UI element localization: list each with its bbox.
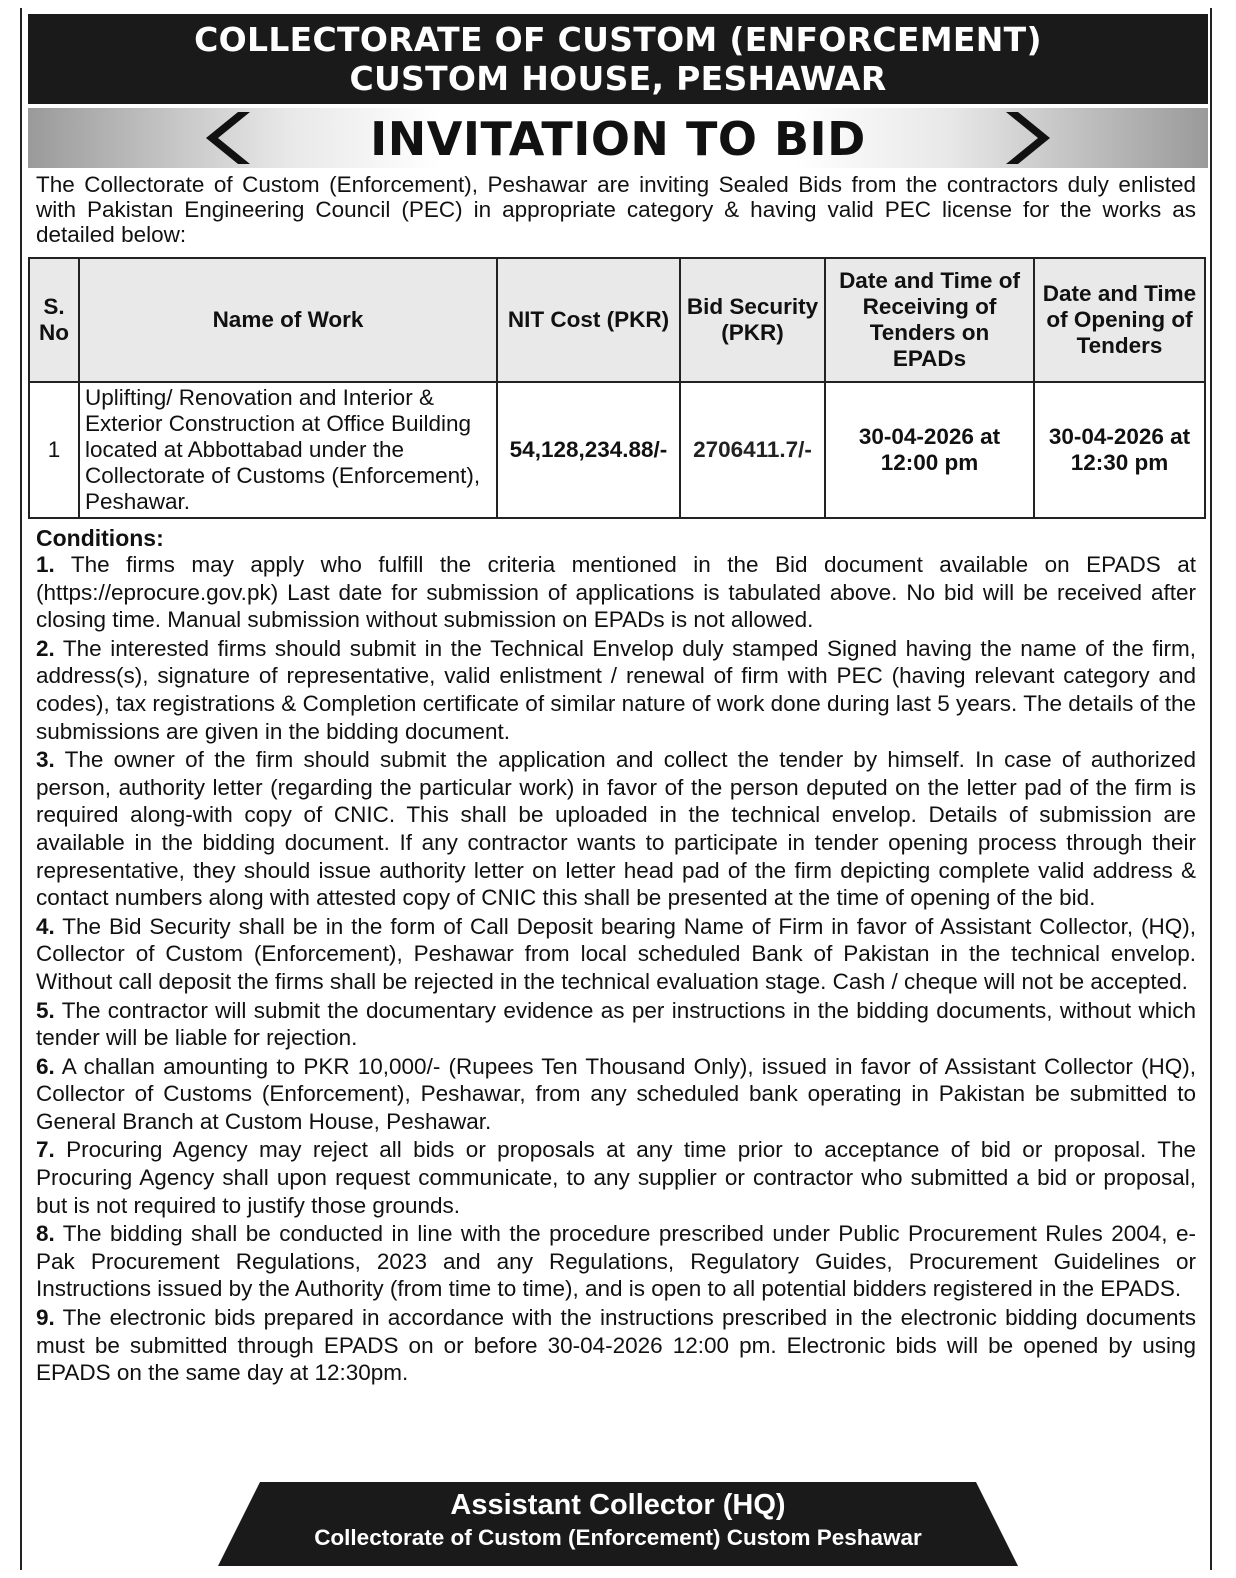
condition-text: The contractor will submit the documentary evidence as per instructions in the bidding documents, without which tender will be liable for rejection. xyxy=(36,997,1196,1051)
cell-bid-security: 2706411.7/- xyxy=(680,382,825,518)
condition-item xyxy=(36,913,1196,996)
condition-number: 9. xyxy=(36,1305,55,1331)
condition-text: The owner of the firm should submit the application and collect the tender by himself. In case of authorized person, authority letter (regarding the particular work) in favor of the person deputed on the letter pad of the firm is required along-with copy of CNIC. This shall be uploaded in the technical envelop. Details of submission are available in the bidding document. If any contractor wants to participate in tender opening process through their representative, they should issue authority letter on letter head pad of the firm depicting complete valid address & contact numbers along with attested copy of CNIC this shall be presented at the time of opening of the bid. xyxy=(36,747,1196,911)
condition-number: 1. xyxy=(36,552,55,577)
header-line-2: CUSTOM HOUSE, PESHAWAR xyxy=(349,59,887,98)
condition-item xyxy=(36,635,1196,745)
condition-item xyxy=(36,1136,1196,1219)
receiving-time: 12:00 pm xyxy=(880,450,979,475)
condition-number: 4. xyxy=(36,913,55,939)
condition-text: The bidding shall be conducted in line with the procedure prescribed under Public Procurement Rules 2004, e-Pak Procurement Regulations, 2023 and any Regulations, Regulatory Guides, Procurement Guidelines or Instructions issued by the Authority (from time to time), and is open to all potential bidders registered in the EPADS. xyxy=(36,1221,1196,1302)
col-header-opening: Date and Time of Opening of Tenders xyxy=(1034,258,1205,382)
col-header-receiving: Date and Time of Receiving of Tenders on EPADs xyxy=(825,258,1034,382)
col-header-name: Name of Work xyxy=(79,258,497,382)
condition-text: Procuring Agency may reject all bids or proposals at any time prior to acceptance of bid or proposal. The Procuring Agency shall upon request communicate, to any supplier or contractor who submitted a bid or proposal, but is not required to justify those grounds. xyxy=(36,1137,1196,1218)
page-title: INVITATION TO BID xyxy=(370,112,866,166)
condition-number: 8. xyxy=(36,1221,55,1247)
table-header-row xyxy=(29,258,1205,382)
condition-text: A challan amounting to PKR 10,000/- (Rupees Ten Thousand Only), issued in favor of Assistant Collector (HQ), Collector of Customs (Enforcement), Peshawar, from any scheduled bank operating in Pakistan be submitted to General Branch at Custom House, Peshawar. xyxy=(36,1053,1196,1134)
cell-work-name: Uplifting/ Renovation and Interior & Exterior Construction at Office Building located at Abbottabad under the Collectorate of Customs (Enforcement), Peshawar. xyxy=(79,382,497,518)
cell-sno: 1 xyxy=(29,382,79,518)
receiving-date: 30-04-2026 at xyxy=(858,424,1001,449)
opening-date: 30-04-2026 at xyxy=(1048,424,1191,449)
signatory-office: Collectorate of Custom (Enforcement) Custom Peshawar xyxy=(314,1525,922,1550)
condition-text: The Bid Security shall be in the form of Call Deposit bearing Name of Firm in favor of Assistant Collector, (HQ), Collector of Custom (Enforcement), Peshawar from local scheduled Bank of Pakistan in the technical envelop. Without call deposit the firms shall be rejected in the technical evaluation stage. Cash / cheque will not be accepted. xyxy=(36,913,1196,994)
condition-item xyxy=(36,1220,1196,1303)
condition-item xyxy=(36,551,1196,634)
condition-number: 5. xyxy=(36,997,55,1023)
conditions-section xyxy=(36,525,1196,1388)
condition-number: 3. xyxy=(36,747,55,773)
col-header-cost: NIT Cost (PKR) xyxy=(497,258,680,382)
header-banner xyxy=(28,14,1208,104)
opening-time: 12:30 pm xyxy=(1070,450,1169,475)
condition-text: The interested firms should submit in the Technical Envelop duly stamped Signed having the name of the firm, address(s), signature of representative, valid enlistment / renewal of firm with PEC (having relevant category and codes), tax registrations & Completion certificate of similar nature of work done during last 5 years. The details of the submissions are given in the bidding document. xyxy=(36,635,1196,744)
condition-text: The electronic bids prepared in accordance with the instructions prescribed in the electronic bidding documents must be submitted through EPADS on or before 30-04-2026 12:00 pm. Electronic bids will be opened by using EPADS on the same day at 12:30pm. xyxy=(36,1305,1196,1386)
title-band xyxy=(28,108,1208,168)
works-table xyxy=(28,257,1206,519)
chevron-right-icon xyxy=(988,108,1078,168)
conditions-heading: Conditions: xyxy=(36,525,164,551)
intro-paragraph: The Collectorate of Custom (Enforcement), Peshawar are inviting Sealed Bids from the contractors duly enlisted with Pakistan Engineering Council (PEC) in appropriate category & having valid PEC license for the works as detailed below: xyxy=(36,172,1196,247)
cell-receiving-datetime xyxy=(825,382,1034,518)
table-row xyxy=(29,382,1205,518)
condition-item xyxy=(36,997,1196,1052)
signature-footer xyxy=(218,1482,1018,1566)
header-line-1: COLLECTORATE OF CUSTOM (ENFORCEMENT) xyxy=(194,20,1042,59)
col-header-security: Bid Security (PKR) xyxy=(680,258,825,382)
condition-number: 2. xyxy=(36,635,55,661)
condition-item xyxy=(36,1304,1196,1387)
condition-item xyxy=(36,1053,1196,1136)
condition-item xyxy=(36,746,1196,912)
cell-opening-datetime xyxy=(1034,382,1205,518)
condition-text: The firms may apply who fulfill the criteria mentioned in the Bid document available on EPADS at (https://eprocure.gov.pk) Last date for submission of applications is tabulated above. No bid will be received after closing time. Manual submission without submission on EPADs is not allowed. xyxy=(36,552,1196,633)
col-header-sno: S. No xyxy=(29,258,79,382)
cell-nit-cost: 54,128,234.88/- xyxy=(497,382,680,518)
condition-number: 6. xyxy=(36,1053,55,1079)
condition-number: 7. xyxy=(36,1137,55,1163)
signatory-title: Assistant Collector (HQ) xyxy=(450,1489,786,1521)
